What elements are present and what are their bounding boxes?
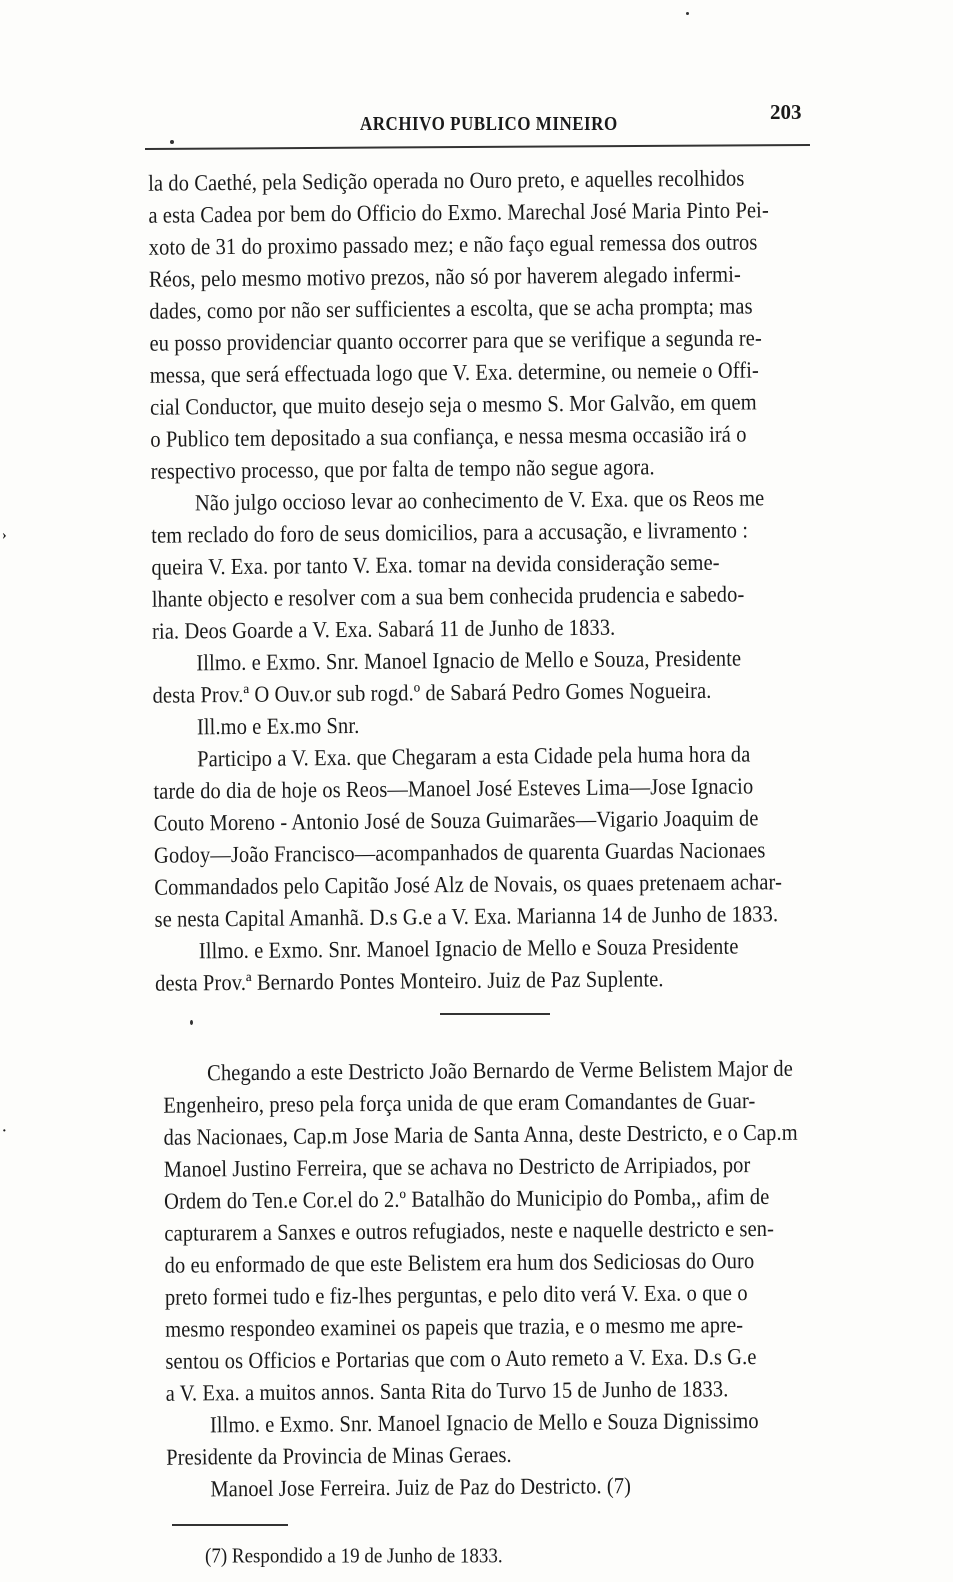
text-line: desta Prov.ª O Ouv.or sub rogd.º de Sabará Pedro Gomes Nogueira. (152, 678, 712, 709)
letter-section-2 (163, 1053, 801, 1506)
text-line: queira V. Exa. por tanto V. Exa. tomar na devida consideração seme- (151, 550, 720, 581)
print-speck (190, 1020, 193, 1025)
text-line: Presidente da Provincia de Minas Geraes. (166, 1442, 512, 1471)
margin-mark: › (2, 528, 7, 543)
text-line: Illmo. e Exmo. Snr. Manoel Ignacio de Mello e Souza Dignissimo (209, 1409, 759, 1438)
text-line: capturarem a Sanxes e outros refugiados, neste e naquelle destricto e sen- (164, 1216, 775, 1247)
text-line: se nesta Capital Amanhã. D.s G.e a V. Exa. Marianna 14 de Junho de 1833. (154, 902, 779, 933)
section-separator (440, 1013, 550, 1015)
text-line: eu posso providenciar quanto occorrer para que se verifique a segunda re- (149, 326, 762, 357)
text-line: o Publico tem depositado a sua confiança, e nessa mesma occasião irá o (150, 422, 747, 453)
text-line: messa, que será effectuada logo que V. Exa. determine, ou nemeie o Offi- (149, 358, 759, 389)
print-speck (170, 140, 174, 144)
salutation-line: Ill.mo e Ex.mo Snr. (196, 713, 360, 740)
text-line: tarde do dia de hoje os Reos—Manoel José Esteves Lima—Jose Ignacio (153, 774, 754, 805)
text-line: Godoy—João Francisco—acompanhados de quarenta Guardas Nacionaes (153, 838, 766, 869)
text-line: Réos, pelo mesmo motivo prezos, não só por haverem alegado infermi- (148, 262, 741, 293)
text-line: a esta Cadea por bem do Officio do Exmo. Marechal José Maria Pinto Pei- (148, 198, 769, 229)
text-line: do eu enformado de que este Belistem era hum dos Sediciosas do Ouro (164, 1249, 755, 1279)
text-line: Illmo. e Exmo. Snr. Manoel Ignacio de Mello e Souza Presidente (198, 934, 739, 964)
text-line: xoto de 31 do proximo passado mez; e não faço egual remessa dos outros (148, 230, 758, 261)
running-header-title: ARCHIVO PUBLICO MINEIRO (360, 112, 618, 135)
text-line: lhante objecto e resolver com a sua bem conhecida prudencia e sabedo- (151, 582, 745, 613)
header-rule (145, 144, 810, 150)
text-line: Não julgo occioso levar ao conhecimento de V. Exa. que os Reos me (194, 486, 765, 516)
footnote: (7) Respondido a 19 de Junho de 1833. (205, 1544, 503, 1569)
text-line: la do Caethé, pela Sedição operada no Ouro preto, e aquelles recolhidos (148, 166, 745, 197)
text-line: desta Prov.ª Bernardo Pontes Monteiro. Juiz de Paz Suplente. (155, 967, 664, 997)
text-line: mesmo respondeo examinei os papeis que trazia, e o mesmo me apre- (165, 1313, 744, 1343)
text-line: ria. Deos Goarde a V. Exa. Sabará 11 de Junho de 1833. (151, 615, 616, 645)
text-line: Engenheiro, preso pela força unida de que eram Comandantes de Guar- (163, 1089, 756, 1119)
text-line: dades, como por não ser sufficientes a escolta, que se acha prompta; mas (149, 294, 753, 325)
text-line: preto formei tudo e fiz-lhes perguntas, e pelo dito verá V. Exa. o que o (164, 1281, 748, 1311)
text-line: tem reclado do foro de seus domicilios, para a accusação, e livramento : (151, 518, 749, 549)
page-number: 203 (770, 100, 802, 124)
text-line: Couto Moreno - Antonio José de Souza Guimarães—Vigario Joaquim de (153, 806, 759, 837)
text-line: Ordem do Ten.e Cor.el do 2.º Batalhão do Municipio do Pomba,, afim de (164, 1184, 770, 1215)
text-line: das Nacionaes, Cap.m Jose Maria de Santa Anna, deste Destricto, e o Cap.m (163, 1120, 798, 1151)
text-line: Chegando a este Destricto João Bernardo de Verme Belistem Major de (207, 1056, 793, 1086)
text-line: Commandados pelo Capitão José Alz de Novais, os quaes pretenaem achar- (154, 870, 783, 901)
footnote-rule (172, 1524, 288, 1526)
text-line: Manoel Justino Ferreira, que se achava no Destricto de Arripiados, por (163, 1153, 751, 1183)
text-line: Participo a V. Exa. que Chegaram a esta Cidade pela huma hora da (197, 742, 751, 772)
text-line: respectivo processo, que por falta de tempo não segue agora. (150, 455, 655, 485)
print-speck (686, 12, 689, 15)
letter-section-1 (148, 163, 783, 1000)
margin-mark: · (2, 1124, 7, 1139)
text-line: cial Conductor, que muito desejo seja o mesmo S. Mor Galvão, em quem (149, 390, 757, 421)
text-line: Illmo. e Exmo. Snr. Manoel Ignacio de Mello e Souza, Presidente (196, 646, 742, 676)
signature-line: Manoel Jose Ferreira. Juiz de Paz do Destricto. (7) (210, 1474, 632, 1502)
text-line: sentou os Officios e Portarias que com o Auto remeto a V. Exa. D.s G.e (165, 1345, 757, 1375)
text-line: a V. Exa. a muitos annos. Santa Rita do Turvo 15 de Junho de 1833. (165, 1377, 729, 1407)
